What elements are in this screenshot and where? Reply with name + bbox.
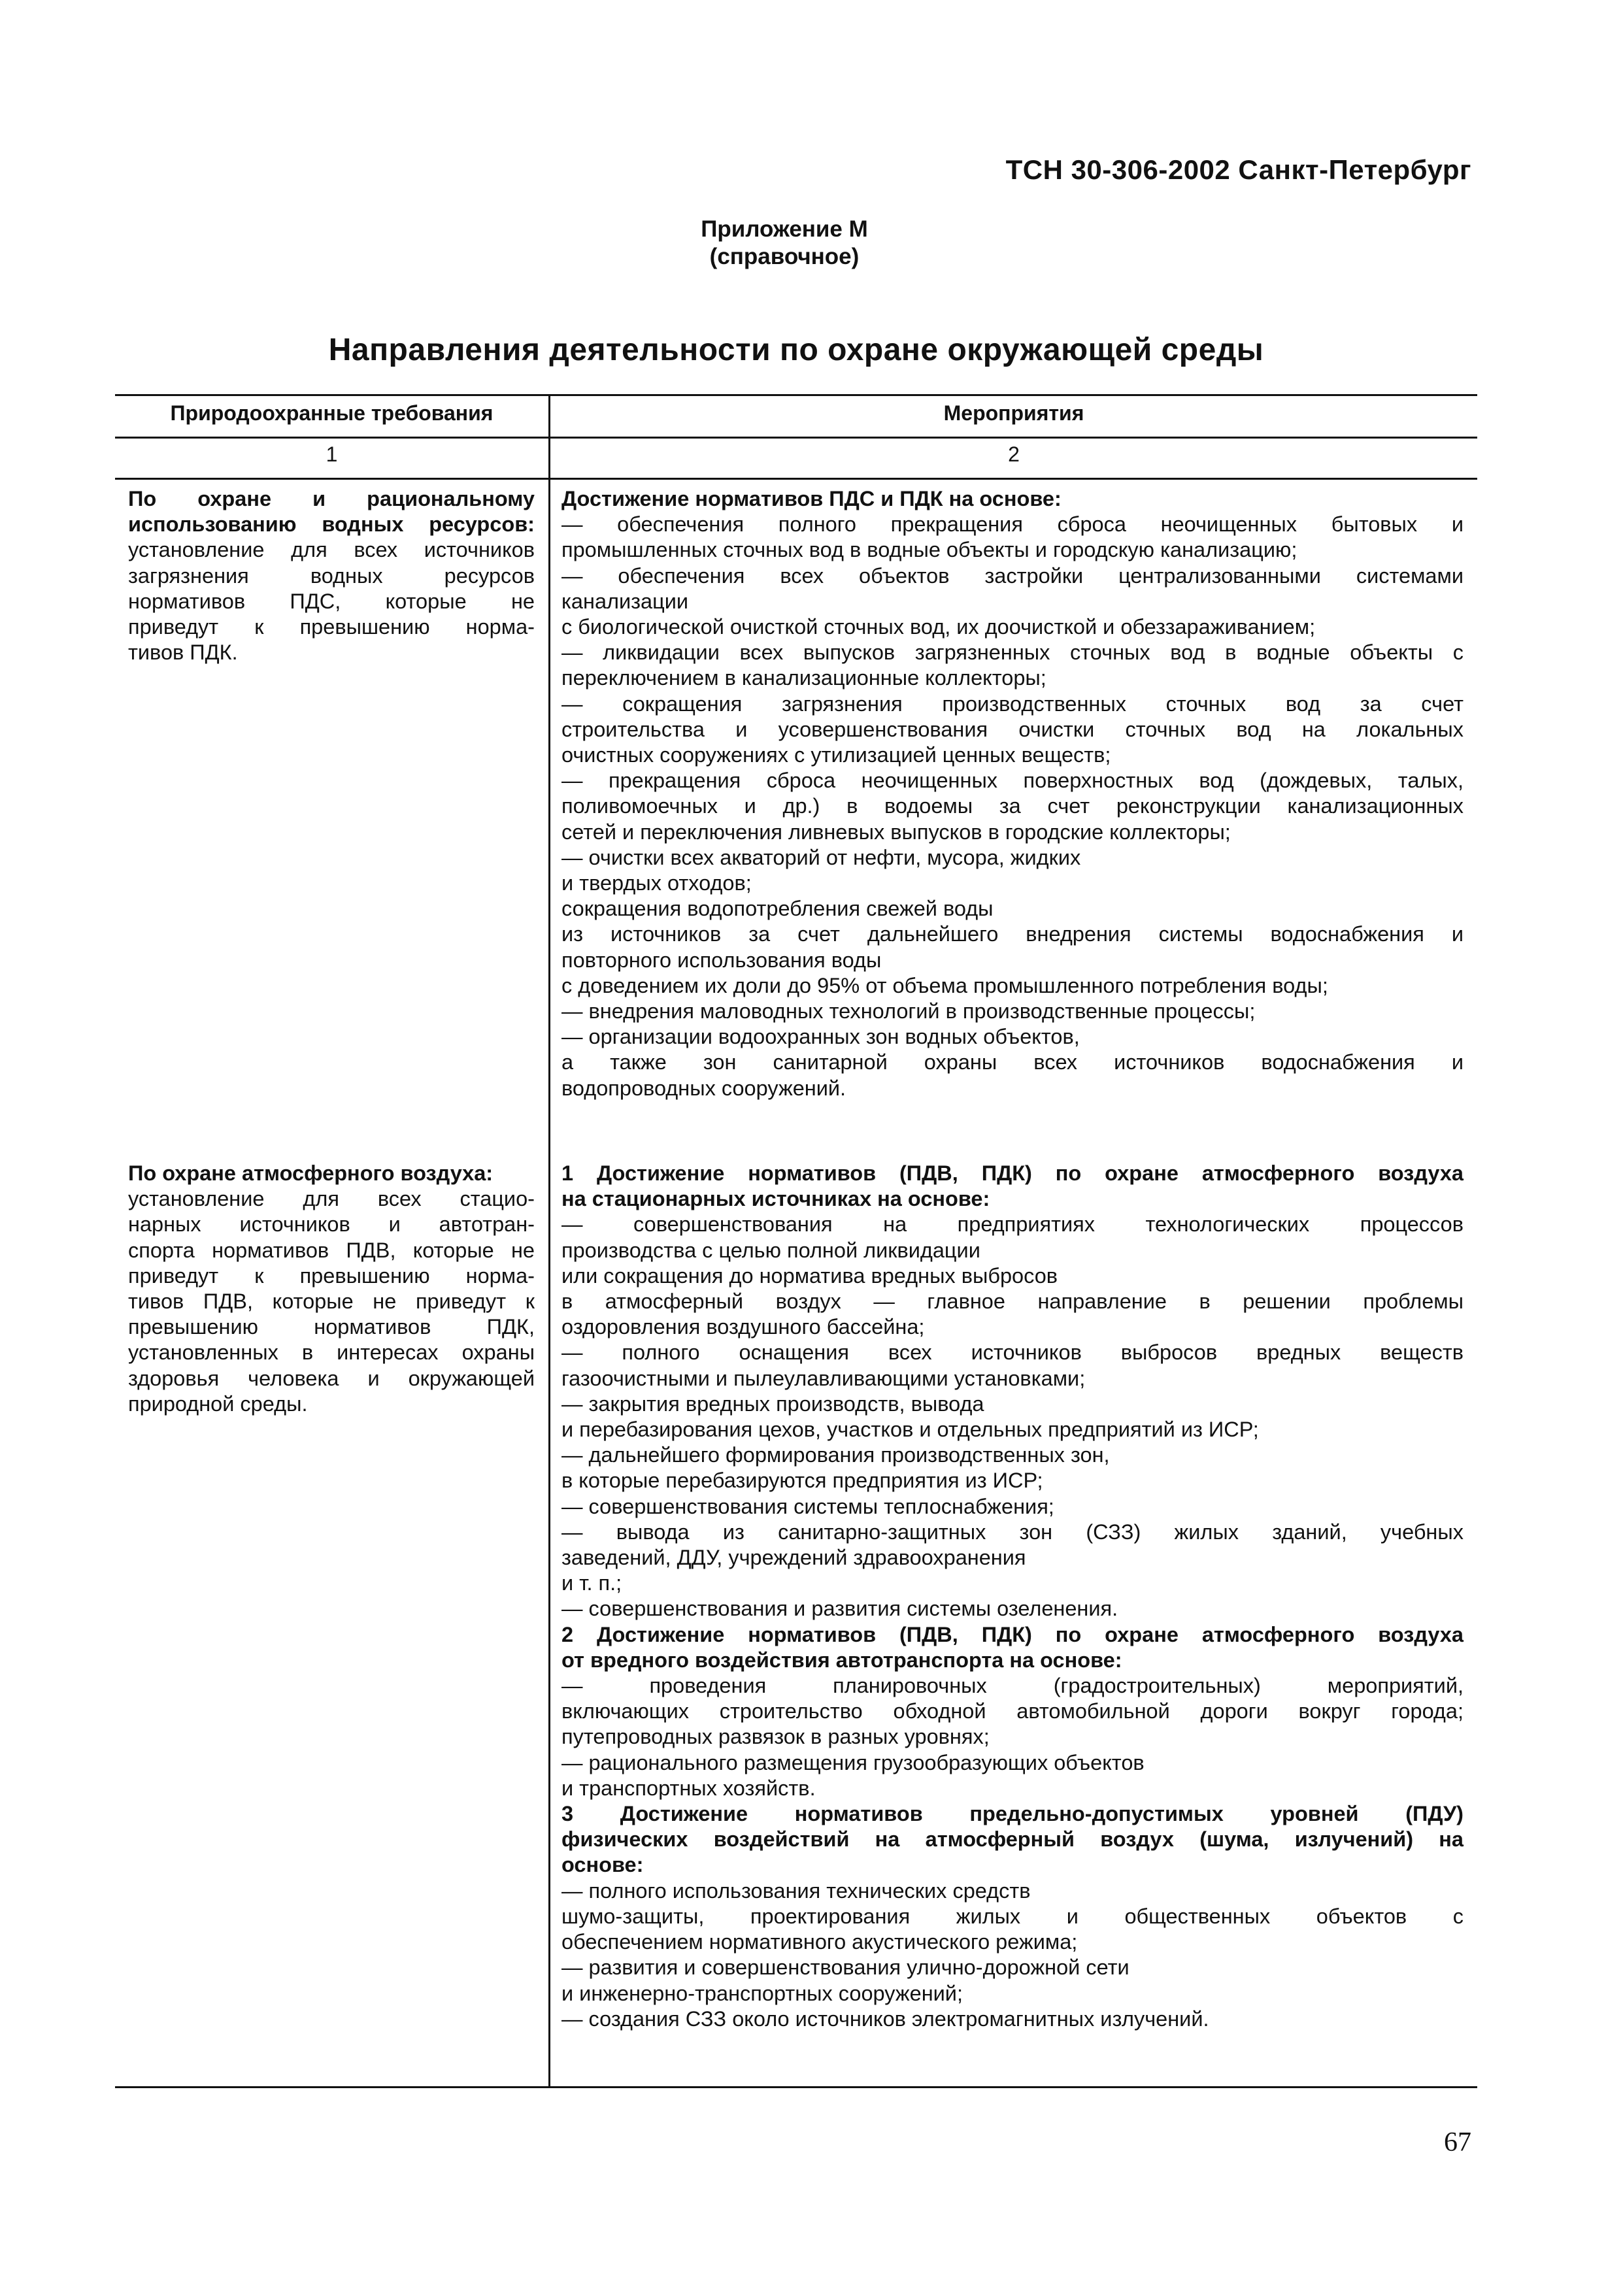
table-line: на стационарных источниках на основе:	[561, 1187, 990, 1211]
table-line: газоочистными и пылеулавливающими установками;	[561, 1366, 1086, 1390]
table-line: — развития и совершенствования улично-дорожной сети	[561, 1955, 1129, 1980]
table-line: путепроводных развязок в разных уровнях;	[561, 1725, 990, 1749]
table-line: — проведения планировочных (градостроительных) мероприятий,	[561, 1674, 1464, 1698]
table-line: — обеспечения полного прекращения сброса неочищенных бытовых и	[561, 512, 1464, 537]
table-line: и твердых отходов;	[561, 871, 752, 895]
table-line: заведений, ДДУ, учреждений здравоохранения	[561, 1546, 1026, 1570]
column-header-measures: Мероприятия	[943, 401, 1084, 425]
table-line: шумо-защиты, проектирования жилых и общественных объектов с	[561, 1904, 1464, 1928]
appendix-title: Приложение М	[701, 216, 868, 242]
table-line: канализации	[561, 589, 689, 613]
air-measures-cell	[561, 1161, 1464, 2032]
table-line: По охране атмосферного воздуха:	[128, 1161, 494, 1185]
table-line: включающих строительство обходной автомобильной дороги вокруг города;	[561, 1699, 1464, 1723]
water-measures-cell	[561, 486, 1464, 1101]
table-line: — закрытия вредных производств, вывода	[561, 1391, 984, 1416]
table-line: строительства и усовершенствования очистки сточных вод на локальных	[561, 717, 1464, 741]
table-line: — рационального размещения грузообразующих объектов	[561, 1750, 1145, 1774]
table-line: — совершенствования системы теплоснабжения;	[561, 1494, 1054, 1518]
table-line: физических воздействий на атмосферный воздух (шума, излучений) на	[561, 1827, 1464, 1852]
document-identifier: ТСН 30-306-2002 Санкт-Петербург	[1005, 154, 1471, 185]
table-line: основе:	[561, 1853, 644, 1877]
table-line: повторного использования воды	[561, 948, 882, 972]
table-line: природной среды.	[128, 1391, 308, 1416]
table-line: и перебазирования цехов, участков и отдельных предприятий из ИСР;	[561, 1418, 1259, 1442]
table-line: спорта нормативов ПДВ, которые не	[128, 1238, 535, 1262]
table-line: — прекращения сброса неочищенных поверхностных вод (дождевых, талых,	[561, 769, 1464, 793]
table-line: установление для всех источников	[128, 538, 535, 562]
table-line: — полного использования технических средств	[561, 1878, 1031, 1903]
table-line: с доведением их доли до 95% от объема промышленного потребления воды;	[561, 973, 1328, 997]
table-line: с биологической очисткой сточных вод, их доочисткой и обеззараживанием;	[561, 615, 1316, 639]
table-line: тивов ПДК.	[128, 641, 238, 665]
air-requirements-cell	[128, 1161, 535, 1417]
table-line: — сокращения загрязнения производственных сточных вод за счет	[561, 691, 1464, 716]
number-row-bottom-rule	[115, 478, 1477, 480]
column-number-2: 2	[1008, 442, 1020, 466]
table-line: очистных сооружениях с утилизацией ценных веществ;	[561, 743, 1111, 767]
table-line: — полного оснащения всех источников выбросов вредных веществ	[561, 1340, 1464, 1365]
table-line: — обеспечения всех объектов застройки централизованными системами	[561, 563, 1464, 588]
table-line: приведут к превышению норма-	[128, 1263, 535, 1288]
table-line: установление для всех стацио-	[128, 1187, 535, 1211]
table-line: — создания СЗЗ около источников электромагнитных излучений.	[561, 2006, 1209, 2031]
table-line: переключением в канализационные коллекторы;	[561, 666, 1046, 690]
table-line: сетей и переключения ливневых выпусков в городские коллекторы;	[561, 820, 1231, 844]
table-line: 1 Достижение нормативов (ПДВ, ПДК) по охране атмосферного воздуха	[561, 1161, 1464, 1185]
water-requirements-cell	[128, 486, 535, 665]
table-line: оздоровления воздушного бассейна;	[561, 1315, 925, 1339]
appendix-type: (справочное)	[709, 244, 860, 269]
column-header-requirements: Природоохранные требования	[170, 401, 494, 425]
table-line: или сокращения до норматива вредных выбросов	[561, 1263, 1058, 1288]
column-number-1: 1	[326, 442, 338, 466]
table-line: 2 Достижение нормативов (ПДВ, ПДК) по охране атмосферного воздуха	[561, 1622, 1464, 1646]
appendix-label	[654, 216, 915, 271]
table-line: и т. п.;	[561, 1571, 622, 1595]
table-line: а также зон санитарной охраны всех источников водоснабжения и	[561, 1050, 1464, 1074]
table-line: — организации водоохранных зон водных объектов,	[561, 1025, 1080, 1049]
table-line: из источников за счет дальнейшего внедрения системы водоснабжения и	[561, 922, 1464, 946]
table-line: — очистки всех акваторий от нефти, мусора, жидких	[561, 845, 1081, 869]
table-line: приведут к превышению норма-	[128, 615, 535, 639]
table-line: нарных источников и автотран-	[128, 1212, 535, 1237]
table-line: — вывода из санитарно-защитных зон (СЗЗ) жилых зданий, учебных	[561, 1520, 1464, 1544]
page-title: Направления деятельности по охране окружающей среды	[328, 333, 1264, 367]
table-top-rule	[115, 394, 1477, 396]
table-line: загрязнения водных ресурсов	[128, 563, 535, 588]
table-line: превышению нормативов ПДК,	[128, 1315, 535, 1339]
table-line: здоровья человека и окружающей	[128, 1366, 535, 1390]
table-line: нормативов ПДС, которые не	[128, 589, 535, 613]
table-line: — внедрения маловодных технологий в производственные процессы;	[561, 999, 1256, 1023]
table-line: водопроводных сооружений.	[561, 1076, 846, 1100]
table-line: производства с целью полной ликвидации	[561, 1238, 980, 1262]
table-line: в атмосферный воздух — главное направление в решении проблемы	[561, 1289, 1464, 1314]
table-line: — совершенствования и развития системы озеленения.	[561, 1597, 1118, 1621]
table-line: тивов ПДВ, которые не приведут к	[128, 1289, 535, 1314]
table-line: — совершенствования на предприятиях технологических процессов	[561, 1212, 1464, 1237]
table-line: и транспортных хозяйств.	[561, 1776, 816, 1800]
table-line: в которые перебазируются предприятия из ИСР;	[561, 1469, 1043, 1493]
table-line: сокращения водопотребления свежей воды	[561, 897, 994, 921]
table-line: — дальнейшего формирования производственных зон,	[561, 1443, 1110, 1467]
page-number: 67	[1444, 2127, 1471, 2157]
table-bottom-rule	[115, 2086, 1477, 2088]
table-line: и инженерно-транспортных сооружений;	[561, 1981, 963, 2005]
table-line: промышленных сточных вод в водные объекты и городскую канализацию;	[561, 538, 1297, 562]
table-line: 3 Достижение нормативов предельно-допустимых уровней (ПДУ)	[561, 1802, 1464, 1826]
table-line: — ликвидации всех выпусков загрязненных сточных вод в водные объекты с	[561, 641, 1464, 665]
table-line: Достижение нормативов ПДС и ПДК на основе:	[561, 487, 1062, 510]
table-line: использованию водных ресурсов:	[128, 512, 535, 537]
header-bottom-rule	[115, 437, 1477, 439]
table-line: По охране и рациональному	[128, 487, 535, 510]
table-line: установленных в интересах охраны	[128, 1340, 535, 1365]
table-line: поливомоечных и др.) в водоемы за счет реконструкции канализационных	[561, 794, 1464, 818]
table-line: обеспечением нормативного акустического режима;	[561, 1930, 1078, 1954]
column-divider	[548, 394, 550, 2088]
table-line: от вредного воздействия автотранспорта на основе:	[561, 1648, 1122, 1672]
